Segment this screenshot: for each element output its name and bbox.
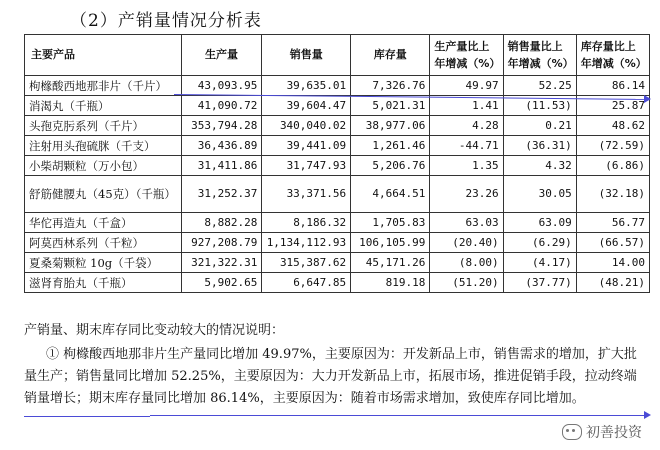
product-name-cell: 注射用头孢硫脒（千支）: [25, 136, 182, 156]
value-cell: 4.28: [430, 116, 503, 136]
production-sales-table: [24, 34, 650, 293]
value-cell: 5,206.76: [351, 156, 430, 176]
header-inventory: 库存量: [351, 35, 430, 76]
watermark: [558, 422, 646, 442]
section-title: （2）产销量情况分析表: [70, 11, 262, 31]
value-cell: 63.03: [430, 213, 503, 233]
value-cell: 1,705.83: [351, 213, 430, 233]
table-row: [25, 76, 650, 96]
watermark-text: 初善投资: [586, 425, 642, 441]
value-cell: 4.32: [503, 156, 576, 176]
value-cell: 106,105.99: [351, 233, 430, 253]
value-cell: 39,604.47: [262, 96, 351, 116]
table-row: [25, 176, 650, 213]
table-row: [25, 253, 650, 273]
value-cell: 63.09: [503, 213, 576, 233]
value-cell: (37.77): [503, 273, 576, 293]
value-cell: (6.86): [576, 156, 649, 176]
value-cell: 8,186.32: [262, 213, 351, 233]
value-cell: 5,902.65: [181, 273, 262, 293]
value-cell: (66.57): [576, 233, 649, 253]
value-cell: (6.29): [503, 233, 576, 253]
value-cell: 353,794.28: [181, 116, 262, 136]
table-row: [25, 233, 650, 253]
value-cell: 927,208.79: [181, 233, 262, 253]
value-cell: (48.21): [576, 273, 649, 293]
value-cell: (20.40): [430, 233, 503, 253]
table-row: [25, 213, 650, 233]
note-arrow-line: [150, 415, 644, 416]
value-cell: (36.31): [503, 136, 576, 156]
header-inventory-change: 库存量比上年增减（%）: [576, 35, 649, 76]
header-production-change: 生产量比上年增减（%）: [430, 35, 503, 76]
wechat-icon: [562, 424, 582, 440]
header-sales: 销售量: [262, 35, 351, 76]
value-cell: 340,040.02: [262, 116, 351, 136]
value-cell: 41,090.72: [181, 96, 262, 116]
value-cell: 25.87: [576, 96, 649, 116]
product-name-cell: 夏桑菊颗粒 10g（千袋）: [25, 253, 182, 273]
value-cell: 31,747.93: [262, 156, 351, 176]
value-cell: 14.00: [576, 253, 649, 273]
value-cell: 31,411.86: [181, 156, 262, 176]
value-cell: (4.17): [503, 253, 576, 273]
value-cell: 45,171.26: [351, 253, 430, 273]
value-cell: 1,261.46: [351, 136, 430, 156]
product-name-cell: 消渴丸（千瓶）: [25, 96, 182, 116]
value-cell: 0.21: [503, 116, 576, 136]
value-cell: 38,977.06: [351, 116, 430, 136]
value-cell: (8.00): [430, 253, 503, 273]
highlight-arrow-head: [644, 95, 651, 103]
product-name-cell: 阿莫西林系列（千粒）: [25, 233, 182, 253]
value-cell: 49.97: [430, 76, 503, 96]
value-cell: (11.53): [503, 96, 576, 116]
value-cell: 39,635.01: [262, 76, 351, 96]
notes-heading: 产销量、期末库存同比变动较大的情况说明：: [24, 323, 285, 338]
value-cell: 819.18: [351, 273, 430, 293]
value-cell: 7,326.76: [351, 76, 430, 96]
value-cell: 321,322.31: [181, 253, 262, 273]
value-cell: 30.05: [503, 176, 576, 213]
notes-body: ① 枸橼酸西地那非片生产量同比增加 49.97%，主要原因为：开发新品上市，销售需求的增加，扩大批量生产；销售量同比增加 52.25%，主要原因为：大力开发新品上市，拓展市场，推进促销手段，拉动终端销量增长；期末库存量同比增加 86.14%，主要原因为：随着市场需求增加，致使库存同比增加。: [24, 347, 637, 406]
value-cell: 8,882.28: [181, 213, 262, 233]
product-name-cell: 舒筋健腰丸（45克）（千瓶）: [25, 176, 182, 213]
product-name-cell: 头孢克肟系列（千片）: [25, 116, 182, 136]
value-cell: -44.71: [430, 136, 503, 156]
value-cell: 315,387.62: [262, 253, 351, 273]
header-sales-change: 销售量比上年增减（%）: [503, 35, 576, 76]
product-name-cell: 小柴胡颗粒（万小包）: [25, 156, 182, 176]
table-row: [25, 273, 650, 293]
value-cell: 5,021.31: [351, 96, 430, 116]
header-product: 主要产品: [25, 35, 182, 76]
table-row: [25, 156, 650, 176]
table-body: [25, 76, 650, 293]
note-underline: [24, 416, 150, 417]
value-cell: 1.41: [430, 96, 503, 116]
value-cell: 31,252.37: [181, 176, 262, 213]
value-cell: (32.18): [576, 176, 649, 213]
value-cell: 43,093.95: [181, 76, 262, 96]
value-cell: 23.26: [430, 176, 503, 213]
value-cell: (51.20): [430, 273, 503, 293]
table-header-row: [25, 35, 650, 76]
product-name-cell: 枸橼酸西地那非片（千片）: [25, 76, 182, 96]
header-production: 生产量: [181, 35, 262, 76]
value-cell: 56.77: [576, 213, 649, 233]
table-row: [25, 116, 650, 136]
value-cell: 4,664.51: [351, 176, 430, 213]
product-name-cell: 滋肾育胎丸（千瓶）: [25, 273, 182, 293]
note-arrow-head: [644, 411, 651, 419]
value-cell: 39,441.09: [262, 136, 351, 156]
value-cell: 36,436.89: [181, 136, 262, 156]
value-cell: 6,647.85: [262, 273, 351, 293]
value-cell: 52.25: [503, 76, 576, 96]
value-cell: 86.14: [576, 76, 649, 96]
value-cell: 1.35: [430, 156, 503, 176]
table-row: [25, 136, 650, 156]
value-cell: 1,134,112.93: [262, 233, 351, 253]
value-cell: 33,371.56: [262, 176, 351, 213]
product-name-cell: 华佗再造丸（千盒）: [25, 213, 182, 233]
value-cell: 48.62: [576, 116, 649, 136]
value-cell: (72.59): [576, 136, 649, 156]
